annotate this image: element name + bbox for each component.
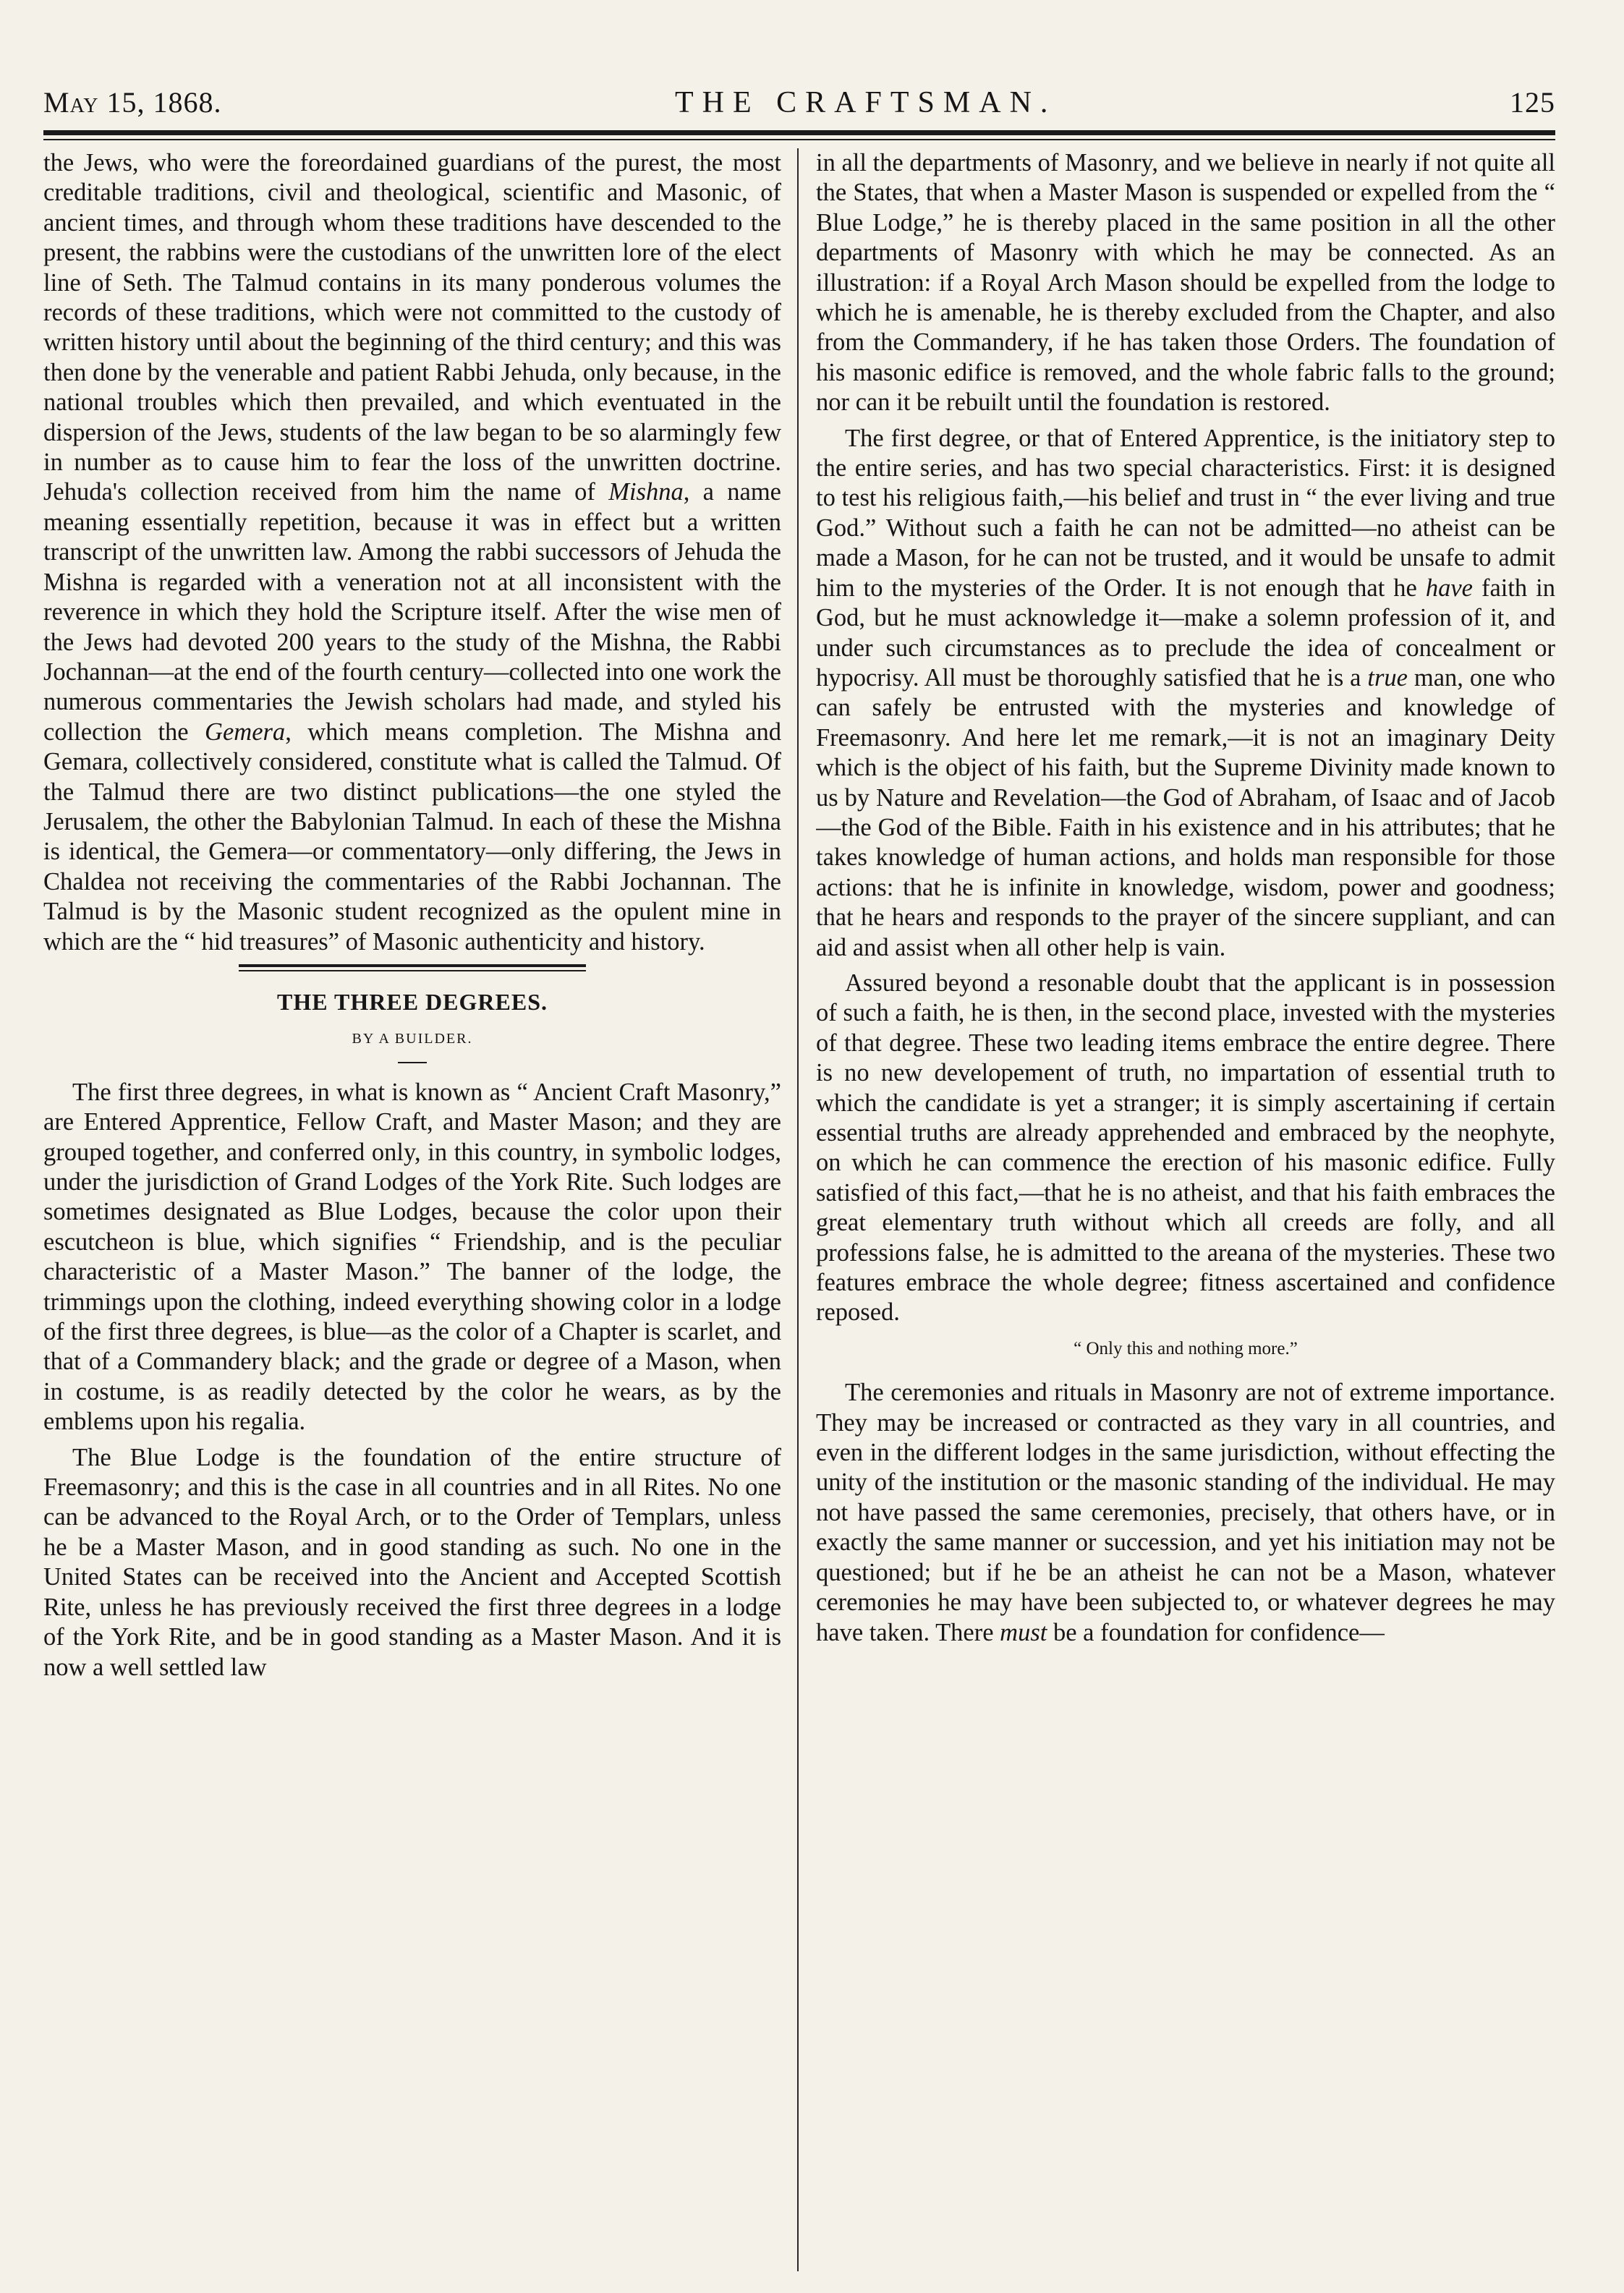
section-byline: BY A BUILDER. — [352, 1031, 473, 1047]
column-divider — [797, 148, 799, 2271]
header-rule-thick — [43, 130, 1555, 135]
degrees-paragraph-4 — [816, 424, 1555, 963]
degrees-paragraph-5: Assured beyond a resonable doubt that the applicant is in possession of such a faith, he is then, in the second place, invested with the mysteries of that degree. These two leading items embrace the entire degree. There is no new developement of truth, no impartation of essential truth to which the candidate is yet a stranger; it is simply ascertaining if certain essential truths are already apprehended and embraced by the neophyte, on which he can commence the erection of his masonic edifice. Fully satisfied of this fact,—that he is no atheist, and that his faith embraces the great elementary truth without which all creeds are folly, and all professions false, he is admitted to the areana of the mysteries. These two features embrace the whole degree; fitness ascertained and confidence reposed. — [816, 969, 1555, 1327]
page-header — [43, 85, 1555, 129]
masthead-title: THE CRAFTSMAN. — [675, 86, 1057, 119]
talmud-paragraph — [43, 148, 781, 957]
degrees-paragraph-1: The first three degrees, in what is known as “ Ancient Craft Masonry,” are Entered Apprentice, Fellow Craft, and Master Mason; and they are grouped together, and conferred only, in this country, in symbolic lodges, under the jurisdiction of Grand Lodges of the York Rite. Such lodges are sometimes designated as Blue Lodges, because the color upon their escutcheon is blue, which signifies “ Friendship, and is the peculiar characteristic of a Master Mason.” The banner of the lodge, the trimmings upon the clothing, indeed everything showing color in a lodge of the first three degrees, is blue—as the color of a Chapter is scarlet, and that of a Commandery black; and the grade or degree of a Mason, when in costume, is as readily detected by the color he wears, as by the emblems upon his regalia. — [43, 1078, 781, 1436]
italic-text: true — [1367, 663, 1408, 692]
text-run: The ceremonies and rituals in Masonry are not of extreme importance. They may be increased or contracted as they vary in all countries, and even in the different lodges in the same jurisdiction, without effecting the unity of the institution or the masonic standing of the individual. He may not have passed the same ceremonies, precisely, that others have, or in exactly the same manner or succession, and yet his initiation may not be questioned; but if he be an atheist he can not be a Mason, whatever ceremonies he may have been subjected to, or whatever degrees he may have taken. There — [816, 1379, 1555, 1646]
text-run: faith in God, but he must acknowledge it—make a solemn profession of it, and under such circumstances as to preclude the idea of concealment or hypocrisy. All must be thoroughly satisfied that he is a — [816, 574, 1555, 692]
left-column — [43, 148, 781, 2271]
text-run: the Jews, who were the foreordained guardians of the purest, the most creditable traditions, civil and theological, scientific and Masonic, of ancient times, and through whom these traditions have descended to the present, the rabbins were the custodians of the unwritten lore of the elect line of Seth. The Talmud contains in its many ponderous volumes the records of these traditions, which were not committed to the custody of written history until about the beginning of the third century; and this was then done by the venerable and patient Rabbi Jehuda, only because, in the national troubles which then prevailed, and which eventuated in the dispersion of the Jews, students of the law began to be so alarmingly few in number as to cause him to fear the loss of the unwritten doctrine. Jehuda's collection received from him the name of — [43, 149, 781, 506]
text-run: be a foundation for confidence— — [1047, 1618, 1385, 1646]
degrees-paragraph-2: The Blue Lodge is the foundation of the entire structure of Freemasonry; and this is the case in all countries and in all Rites. No one can be advanced to the Royal Arch, or to the Order of Templars, unless he be a Master Mason, and in good standing as such. No one in the United States can be received into the Ancient and Accepted Scottish Rite, unless he has previously received the first three degrees in a lodge of the York Rite, and be in good standing as a Master Mason. And it is now a well settled law — [43, 1443, 781, 1681]
italic-text: must — [1000, 1618, 1047, 1646]
issue-date: May 15, 1868. — [43, 86, 222, 119]
text-run: , which means completion. The Mishna and Gemara, collectively considered, constitute what is called the Talmud. Of the Talmud there are two distinct publications—the one styled the Jerusalem, the other the Babylonian Talmud. In each of these the Mishna is identical, the Gemera—or commentatory—only differing, the Jews in Chaldea not receiving the commentaries of the Rabbi Jochannan. The Talmud is by the Masonic student recognized as the opulent mine in which are the “ hid treasures” of Masonic authenticity and history. — [43, 718, 781, 956]
degrees-paragraph-3: in all the departments of Masonry, and we believe in nearly if not quite all the States, that when a Master Mason is suspended or expelled from the “ Blue Lodge,” he is thereby placed in the same position in all the other departments of Masonry with which he may be connected. As an illustration: if a Royal Arch Mason should be expelled from the lodge to which he is amenable, he is thereby excluded from the Chapter, and also from the Commandery, if he has taken those Orders. The foundation of his masonic edifice is removed, and the whole fabric falls to the ground; nor can it be rebuilt until the foundation is restored. — [816, 149, 1555, 417]
section-rule-thin — [239, 970, 586, 971]
header-rule-thin — [43, 139, 1555, 140]
quote-line: “ Only this and nothing more.” — [1074, 1338, 1298, 1358]
right-column — [816, 148, 1555, 2271]
section-title: THE THREE DEGREES. — [277, 988, 548, 1015]
page-number: 125 — [1509, 86, 1555, 119]
degrees-paragraph-6 — [816, 1378, 1555, 1648]
section-rule-thick — [239, 964, 586, 967]
text-run: , a name meaning essentially repetition, because it was in effect but a written transcript of the unwritten law. Among the rabbi successors of Jehuda the Mishna is regarded with a veneration not at all inconsistent with the reverence in which they hold the Scripture itself. After the wise men of the Jews had devoted 200 years to the study of the Mishna, the Rabbi Jochannan—at the end of the fourth century—collected into one work the numerous commentaries the Jewish scholars had made, and styled his collection the — [43, 478, 781, 746]
text-run: man, one who can safely be entrusted with the mysteries and knowledge of Freemasonry. And here let me remark,—it is not an imaginary Deity which is the object of his faith, but the Supreme Divinity made known to us by Nature and Revelation—the God of Abraham, of Isaac and of Jacob—the God of the Bible. Faith in his existence and in his attributes; that he takes knowledge of human actions, and holds man responsible for those actions: that he is infinite in knowledge, wisdom, power and goodness; that he hears and responds to the prayer of the sincere suppliant, and can aid and assist when all other help is vain. — [816, 663, 1555, 961]
italic-text: have — [1425, 574, 1473, 602]
italic-text: Gemera — [205, 718, 286, 746]
italic-text: Mishna — [608, 478, 684, 506]
section-dash — [398, 1062, 427, 1063]
text-run: The first degree, or that of Entered Apprentice, is the initiatory step to the entire series, and has two special characteristics. First: it is designed to test his religious faith,—his belief and trust in “ the ever living and true God.” Without such a faith he can not be admitted—no atheist can be made a Mason, for he can not be trusted, and it would be unsafe to admit him to the mysteries of the Order. It is not enough that he — [816, 424, 1555, 602]
